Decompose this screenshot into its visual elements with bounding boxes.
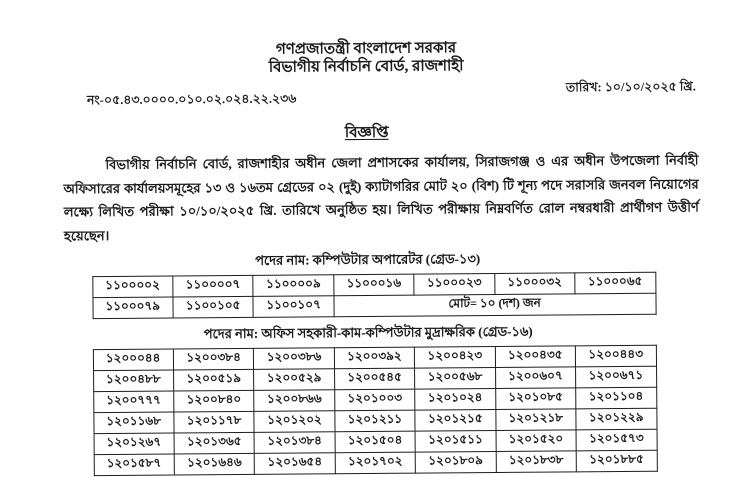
total-cell: মোট= ১০ (দশ) জন [334,293,656,317]
roll-number-cell: ১২০০৬০৭ [495,367,576,389]
roll-number-cell: ১২০০৪৪৩ [575,345,656,367]
roll-number-cell: ১১০০০২৩ [414,274,495,296]
roll-number-cell: ১১০০১০৫ [173,296,254,318]
roll-number-cell: ১২০০৭৭৭ [93,391,174,413]
roll-number-cell: ১২০১৬৪৬ [174,453,255,475]
roll-number-cell: ১২০১১৭৮ [174,411,255,433]
notice-title: বিজ্ঞপ্তি [344,124,389,142]
roll-number-cell: ১১০০০০৯ [253,275,334,297]
roll-number-cell: ১১০০০৬৫ [575,272,656,294]
roll-number-cell: ১২০১১৬৮ [93,412,174,434]
government-heading: গণপ্রজাতন্ত্রী বাংলাদেশ সরকার [275,40,457,58]
roll-number-cell: ১১০০০৭৯ [92,297,173,319]
roll-number-cell: ১২০০৬৭১ [576,366,657,388]
roll-number-cell: ১২০০৩৮৪ [173,348,254,370]
roll-number-cell: ১২০০৮৪০ [174,390,255,412]
table-row [92,293,655,318]
roll-number-cell: ১২০০৫২৯ [254,369,335,391]
roll-number-cell: ১২০১৮৩৮ [496,451,577,473]
roll-number-cell: ১২০১৫০৪ [335,431,416,453]
roll-table-grade-13 [92,272,656,319]
roll-number-cell: ১২০১৫১১ [415,430,496,452]
roll-number-cell: ১২০১৫২০ [496,430,577,452]
post-caption-grade-13: পদের নাম: কম্পিউটার অপারেটর (গ্রেড-১৩) [255,251,481,268]
roll-number-cell: ১২০০৩৯২ [334,347,415,369]
roll-number-cell: ১২০১৫৮৭ [94,454,175,476]
roll-number-cell: ১১০০০০৭ [173,275,254,297]
notice-body-paragraph: বিভাগীয় নির্বাচনি বোর্ড, রাজশাহীর অধীন জেলা প্রশাসকের কার্যালয়, সিরাজগঞ্জ ও এর অধীন উপজেলা নির্বাহী অফিসারের কার্যালয়সমূহের ১৩ ও ১৬তম গ্রেডের ০২ (দুই) ক্যাটাগরির মোট ২০ (বিশ) টি শূন্য পদে সরাসরি জনবল নিয়োগের লক্ষ্যে লিখিত পরীক্ষা ১০/১০/২০২৫ খ্রি. তারিখে অনুষ্ঠিত হয়। লিখিত পরীক্ষায় নিম্নবর্ণিত রোল নম্বরধারী প্রার্থীগণ উত্তীর্ণ হয়েছেন। [63,152,699,243]
roll-number-cell: ১২০০৮৬৬ [254,390,335,412]
date-line: তারিখ: ১০/১০/২০২৫ খ্রি. [565,79,696,95]
roll-number-cell: ১২০১৭০২ [335,452,416,474]
roll-number-cell: ১২০১৬৫৪ [255,453,336,475]
roll-number-cell: ১২০১৮৮৫ [576,450,657,472]
roll-number-cell: ১১০০০৩২ [494,273,575,295]
roll-number-cell: ১২০০৪২৩ [415,347,496,369]
roll-number-cell: ১২০০৫৪৫ [334,368,415,390]
roll-number-cell: ১২০১০০৩ [334,389,415,411]
roll-number-cell: ১২০১৮০৯ [415,451,496,473]
roll-number-cell: ১২০১৩৬৫ [174,432,255,454]
roll-number-cell: ১২০০৩৮৬ [254,348,335,370]
roll-number-cell: ১২০১২১৮ [495,409,576,431]
memo-date-row [87,78,696,112]
roll-number-cell: ১২০১২০২ [254,411,335,433]
roll-number-cell: ১২০১২২৯ [576,408,657,430]
roll-number-cell: ১২০১৩৮৪ [254,432,335,454]
roll-number-cell: ১২০১২১১ [335,410,416,432]
post-caption-grade-16: পদের নাম: অফিস সহকারী-কাম-কম্পিউটার মুদ্রাক্ষরিক (গ্রেড-১৬) [203,323,533,342]
roll-number-cell: ১২০০৫১৯ [173,369,254,391]
roll-number-cell: ১২০০০৪৪ [93,349,174,371]
roll-number-cell: ১১০০০১৬ [334,274,415,296]
roll-number-cell: ১২০১২৬৭ [94,433,175,455]
roll-number-cell: ১২০১২১৫ [415,410,496,432]
roll-table-grade-16 [92,345,657,476]
roll-number-cell: ১১০০০০২ [92,276,173,298]
roll-number-cell: ১২০০৪৮৮ [93,370,174,392]
roll-number-cell: ১২০১১০৪ [576,387,657,409]
roll-number-cell: ১২০১০২৪ [415,389,496,411]
roll-number-cell: ১২০১০৮৫ [495,388,576,410]
roll-number-cell: ১২০১৫৭৩ [576,429,657,451]
board-heading: বিভাগীয় নির্বাচনি বোর্ড, রাজশাহী [268,58,464,76]
table-row [94,450,657,475]
roll-number-cell: ১২০০৫৬৮ [415,368,496,390]
memo-number: নং-০৫.৪৩.০০০০.০১০.০২.০২৪.২২.২৩৬ [86,91,297,108]
roll-number-cell: ১২০০৪৩৫ [495,346,576,368]
roll-number-cell: ১১০০১০৭ [253,296,334,318]
